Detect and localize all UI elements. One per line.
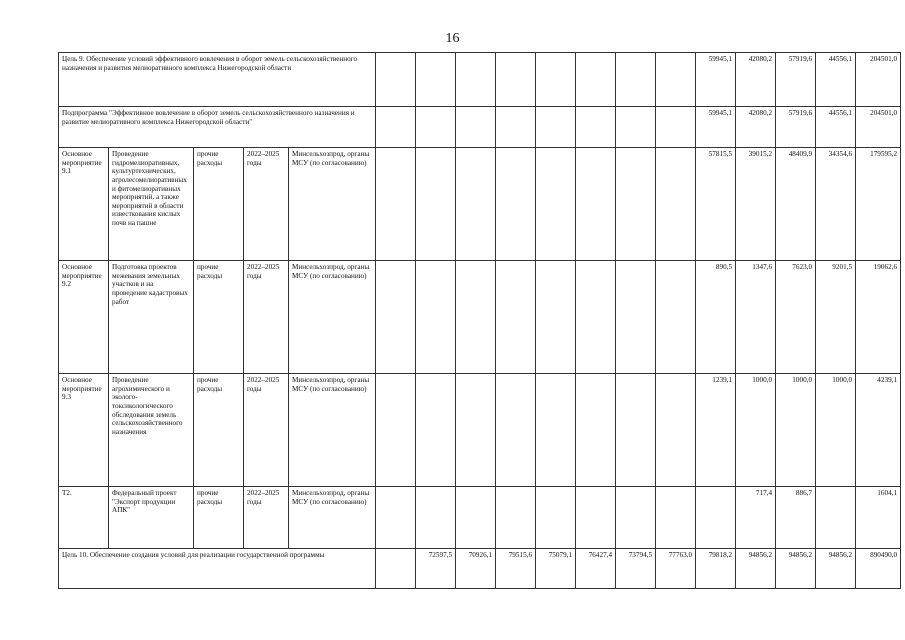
goal-10-value: 72597,5	[416, 549, 456, 589]
subprogram-title: Подпрограмма "Эффективное вовлечение в оборот земель сельскохозяйственного назначения и развитие мелиоративного комплекса Нижегородской области"	[59, 107, 376, 148]
goal-10-row	[59, 549, 901, 589]
budget-table	[58, 52, 901, 589]
row-name: Федеральный проект "Экспорт продукции АПК"	[109, 487, 194, 549]
row-total: 1604,1	[856, 487, 901, 549]
row-value: 48409,9	[776, 148, 816, 261]
goal-10-value: 76427,4	[576, 549, 616, 589]
row-value: 886,7	[776, 487, 816, 549]
goal-10-value: 77763,0	[656, 549, 696, 589]
row-executor: Минсельхозпрод, органы МСУ (по согласованию)	[289, 148, 376, 261]
row-value: 717,4	[736, 487, 776, 549]
goal-10-value: 94856,2	[776, 549, 816, 589]
row-value: 890,5	[696, 261, 736, 374]
row-value: 57815,5	[696, 148, 736, 261]
subprogram-value: 42080,2	[736, 107, 776, 148]
subprogram-value: 59945,1	[696, 107, 736, 148]
row-executor: Минсельхозпрод, органы МСУ (по согласованию)	[289, 374, 376, 487]
row-value: 1000,0	[736, 374, 776, 487]
goal-9-value: 57919,6	[776, 53, 816, 107]
goal-9-value: 42080,2	[736, 53, 776, 107]
row-value: 7623,0	[776, 261, 816, 374]
goal-9-value: 59945,1	[696, 53, 736, 107]
subprogram-value: 57919,6	[776, 107, 816, 148]
goal-10-value: 94856,2	[736, 549, 776, 589]
row-expense-type: прочие расходы	[194, 374, 244, 487]
goal-10-value: 73794,5	[616, 549, 656, 589]
row-code: Т2.	[59, 487, 109, 549]
row-code: Основное мероприятие 9.2	[59, 261, 109, 374]
goal-10-value: 79818,2	[696, 549, 736, 589]
row-value: 9201,5	[816, 261, 856, 374]
row-period: 2022–2025 годы	[244, 148, 289, 261]
goal-10-value: 94856,2	[816, 549, 856, 589]
row-value: 1000,0	[816, 374, 856, 487]
row-period: 2022–2025 годы	[244, 487, 289, 549]
row-executor: Минсельхозпрод, органы МСУ (по согласованию)	[289, 261, 376, 374]
row-total: 4239,1	[856, 374, 901, 487]
row-value	[816, 487, 856, 549]
row-value: 1000,0	[776, 374, 816, 487]
table-row	[59, 148, 901, 261]
row-expense-type: прочие расходы	[194, 261, 244, 374]
row-value	[696, 487, 736, 549]
row-period: 2022–2025 годы	[244, 261, 289, 374]
goal-9-value: 44556,1	[816, 53, 856, 107]
row-total: 179595,2	[856, 148, 901, 261]
goal-10-value: 75079,1	[536, 549, 576, 589]
table-row	[59, 261, 901, 374]
row-expense-type: прочие расходы	[194, 148, 244, 261]
page-number: 16	[445, 31, 460, 46]
goal-9-total: 204501,0	[856, 53, 901, 107]
row-name: Проведение агрохимического и эколого-токсикологического обследования земель сельскохозяйственного назначения	[109, 374, 194, 487]
subprogram-row	[59, 107, 901, 148]
table-row	[59, 487, 901, 549]
goal-10-value: 70926,1	[456, 549, 496, 589]
row-name: Подготовка проектов межевания земельных участков и на проведение кадастровых работ	[109, 261, 194, 374]
row-value: 39015,2	[736, 148, 776, 261]
row-name: Проведение гидромелиоративных, культуртехнических, агролесомелиоративных и фитомелиоративных мероприятий, а также мероприятий в области известкования кислых почв на пашне	[109, 148, 194, 261]
goal-10-value: 79515,6	[496, 549, 536, 589]
goal-10-title: Цель 10. Обеспечение создания условий для реализации государственной программы	[59, 549, 376, 589]
row-expense-type: прочие расходы	[194, 487, 244, 549]
row-value: 1239,1	[696, 374, 736, 487]
subprogram-total: 204501,0	[856, 107, 901, 148]
table-row	[59, 374, 901, 487]
row-code: Основное мероприятие 9.3	[59, 374, 109, 487]
row-executor: Минсельхозпрод, органы МСУ (по согласованию)	[289, 487, 376, 549]
goal-9-title: Цель 9. Обеспечение условий эффективного вовлечения в оборот земель сельскохозяйственного назначения и развития мелиоративного комплекса Нижегородской области	[59, 53, 376, 107]
row-code: Основное мероприятие 9.1	[59, 148, 109, 261]
row-value: 34354,6	[816, 148, 856, 261]
row-period: 2022–2025 годы	[244, 374, 289, 487]
row-value: 1347,6	[736, 261, 776, 374]
row-total: 19062,6	[856, 261, 901, 374]
goal-10-total: 890490,0	[856, 549, 901, 589]
goal-9-row	[59, 53, 901, 107]
subprogram-value: 44556,1	[816, 107, 856, 148]
